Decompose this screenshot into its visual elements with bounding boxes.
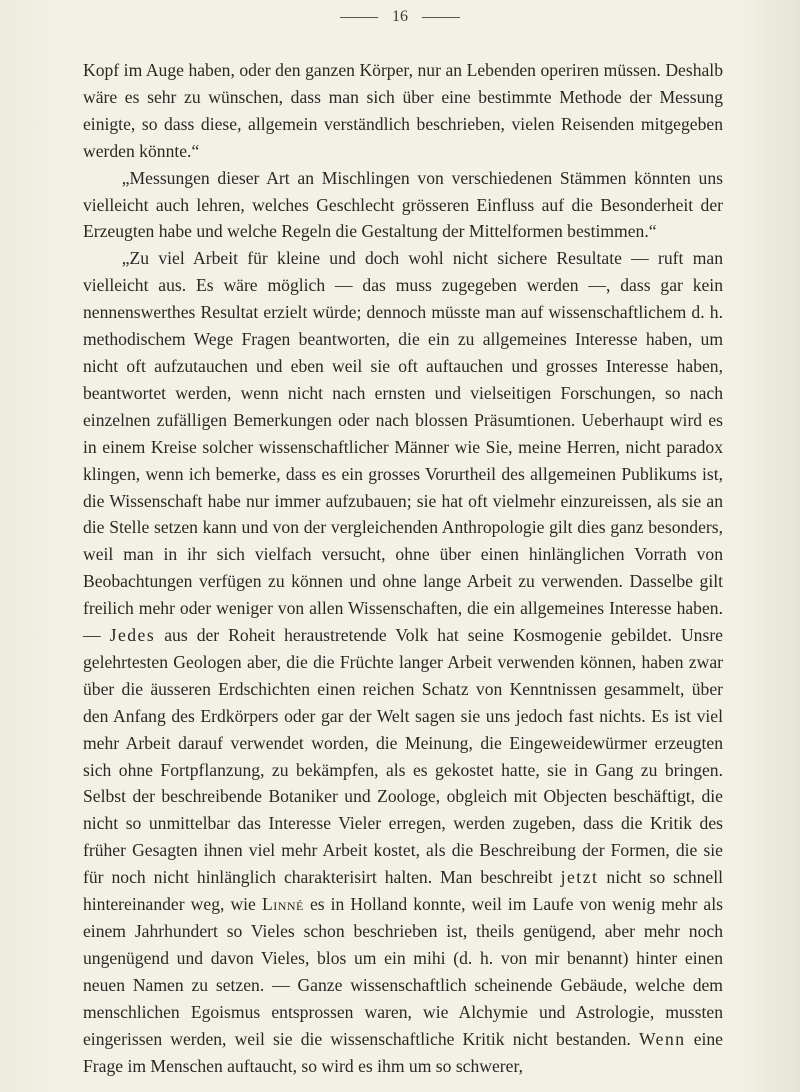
paragraph-1: Kopf im Auge haben, oder den ganzen Körper, nur an Lebenden operiren müssen. Deshalb wäre es sehr zu wünschen, dass man sich über eine bestimmte Methode der Messung einigte, so dass diese, allgemein verständlich beschrieben, vielen Reisenden mitgegeben werden könnte.“ (83, 60, 723, 161)
page-header (0, 8, 800, 26)
paragraph-3-part-g: es in Holland konnte, weil im Laufe von wenig mehr als einem Jahrhundert so Vieles schon beschrieben ist, theils genügend, aber mehr noch ungenügend und davon Vieles, blos um ein mihi (d. h. von mir benannt) hinter einen neuen Namen zu setzen. — Ganze wissenschaftlich scheinende Gebäude, welche dem menschlichen Egoismus entsprossen waren, wie Alchymie und Astrologie, mussten eingerissen werden, weil sie die wissenschaftliche Kritik nicht bestanden. (83, 894, 723, 1049)
paragraph-3 (83, 245, 723, 1079)
paragraph-3-part-a: „Zu viel Arbeit für kleine und doch wohl nicht sichere Resultate — ruft man vielleicht aus. Es wäre möglich — das muss zugegeben werden —, dass gar kein nennenswerthes Resultat erzielt würde; dennoch müsste man auf wissenschaftlichem d. h. methodischem Wege Fragen beantworten, die ein zu allgemeines Interesse haben, um nicht oft aufzutauchen und eben weil sie oft auftauchen und grosses Interesse haben, beantwortet werden, wenn nicht nach ernsten und vielseitigen Forschungen, so nach einzelnen zufälligen Bemerkungen oder nach blossen Präsumtionen. Ueberhaupt wird es in einem Kreise solcher wissenschaftlicher Männer wie Sie, meine Herren, nicht paradox klingen, wenn ich bemerke, dass es ein grosses Vorurtheil des allgemeinen Publikums ist, die Wissenschaft habe nur immer aufzubauen; sie hat oft vielmehr einzureissen, als sie an die Stelle setzen kann und von der vergleichenden Anthropologie gilt dies ganz besonders, weil man in ihr sich vielfach versucht, ohne über einen hinlänglichen Vorrath von Beobachtungen verfügen zu können und ohne lange Arbeit zu verwenden. Dasselbe gilt freilich mehr oder weniger von allen Wissenschaften, die ein allgemeines Interesse haben. — (83, 248, 723, 646)
body-text (83, 57, 723, 1079)
header-rule-right (422, 17, 460, 18)
page-number: 16 (392, 8, 408, 25)
paragraph-3-part-i: eine Frage im Menschen auftaucht, so wird es ihm um so schwerer, (83, 1028, 723, 1076)
paragraph-3-part-e: nicht so schnell hintereinander weg, wie (83, 867, 723, 915)
header-rule-left (340, 17, 378, 18)
spaced-word-jedes: Jedes (109, 625, 156, 646)
paragraph-3-part-c: aus der Roheit heraustretende Volk hat seine Kosmogenie gebildet. Unsre gelehrtesten Geologen aber, die die Früchte langer Arbeit verwenden können, haben zwar über die äusseren Erdschichten einen reichen Schatz von Kenntnissen gesammelt, über den Anfang des Erdkörpers oder gar der Welt sagen sie uns jedoch fast nichts. Es ist viel mehr Arbeit darauf verwendet worden, die Meinung, die Eingeweidewürmer erzeugten sich ohne Fortpflanzung, zu bekämpfen, als es gekostet hatte, sie in Gang zu bringen. Selbst der beschreibende Botaniker und Zoologe, obgleich mit Objecten beschäftigt, die nicht so unmittelbar das Interesse Vieler erregen, werden zugeben, dass die Kritik des früher Gesagten ihnen viel mehr Arbeit kostet, als die Beschreibung der Formen, die sie für noch nicht hinlänglich charakterisirt halten. Man beschreibt (83, 625, 723, 888)
name-linne: Linné (261, 894, 304, 915)
spaced-word-wenn: Wenn (638, 1028, 686, 1049)
spaced-word-jetzt: jetzt (560, 867, 599, 888)
paragraph-2: „Messungen dieser Art an Mischlingen von verschiedenen Stämmen könnten uns vielleicht auch lehren, welches Geschlecht grösseren Einfluss auf die Besonderheit der Erzeugten habe und welche Regeln die Gestaltung der Mittelformen bestimmen.“ (83, 167, 723, 242)
